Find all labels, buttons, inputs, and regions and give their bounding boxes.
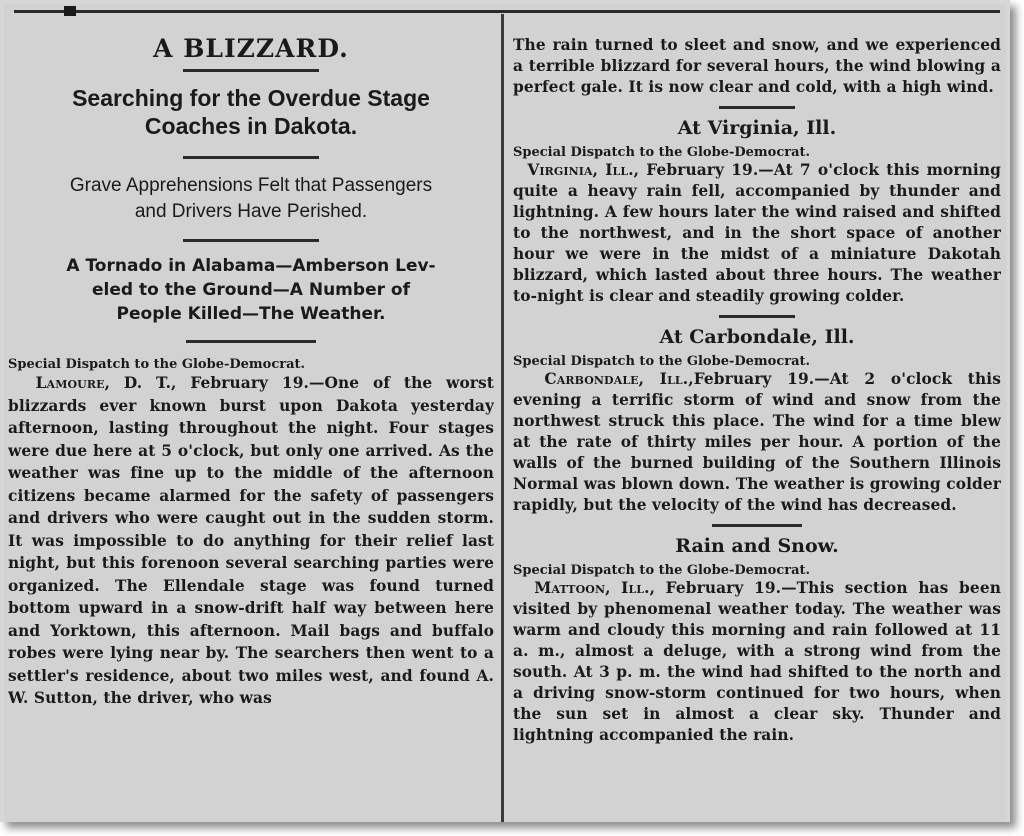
deck-3-line: People Killed—The Weather.: [116, 304, 386, 324]
dispatch-credit: Special Dispatch to the Globe-Democrat.: [513, 145, 811, 160]
section-carbondale: [513, 326, 1001, 516]
section-body: [513, 578, 1001, 746]
section-heading: At Carbondale, Ill.: [659, 326, 855, 348]
deck-2-line: and Drivers Have Perished.: [134, 201, 368, 222]
story-body: [8, 372, 494, 710]
story-text: February 19.—At 7 o'clock this morning quite a heavy rain fell, accompanied by thunder and lightning. A few hours later the wind raised and shifted to the northwest, and in the short space of another hour we were in the midst of a miniature Dakotah blizzard, which lasted about three hours. The weather to-night is clear and steadily growing colder.: [513, 161, 1001, 305]
deck-rule: [186, 340, 316, 343]
article-title: A BLIZZARD.: [153, 34, 349, 63]
dispatch-credit: Special Dispatch to the Globe-Democrat.: [513, 354, 811, 369]
deck-3: [8, 254, 494, 326]
story-place: Virginia, Ill.,: [527, 161, 640, 179]
deck-1-line: Searching for the Overdue Stage: [72, 85, 430, 111]
newsprint-page: [4, 4, 1006, 822]
section-heading: At Virginia, Ill.: [677, 117, 837, 139]
section-rule: [719, 315, 795, 318]
top-rule: [14, 10, 1000, 13]
deck-3-line: eled to the Ground—A Number of: [92, 280, 410, 300]
column-divider: [501, 14, 504, 822]
continuation-text: The rain turned to sleet and snow, and we experienced a terrible blizzard for several hours, the wind blowing a perfect gale. It is now clear and cold, with a high wind.: [513, 36, 1001, 96]
deck-1-line: Coaches in Dakota.: [144, 113, 358, 139]
section-heading: Rain and Snow.: [675, 535, 839, 557]
title-rule: [183, 69, 319, 72]
section-rule: [712, 524, 802, 527]
deck-2-line: Grave Apprehensions Felt that Passengers: [69, 175, 433, 196]
story-place: Mattoon, Ill.,: [534, 579, 656, 597]
section-body: [513, 160, 1001, 307]
deck-1: [8, 84, 494, 140]
deck-2: [8, 173, 494, 225]
section-virginia: [513, 117, 1001, 307]
story-text: February 19.—At 2 o'clock this evening a terrific storm of wind and snow from the northwest struck this place. The wind for a time blew at the rate of thirty miles per hour. A portion of the walls of the burned building of the Southern Illinois Normal was blown down. The weather is growing colder rapidly, but the velocity of the wind has decreased.: [513, 370, 1001, 514]
deck-3-line: A Tornado in Alabama—Amberson Lev-: [66, 256, 436, 276]
top-rule-mark: [64, 6, 76, 16]
story-text: February 19.—This section has been visited by phenomenal weather today. The weather was warm and cloudy this morning and rain followed at 11 a. m., almost a deluge, with a strong wind from the south. At 3 p. m. the wind had shifted to the north and a driving snow-storm continued for two hours, when the sun set in almost a clear sky. Thunder and lightning accompanied the rain.: [513, 579, 1001, 744]
left-column: [8, 26, 494, 710]
section-body: [513, 369, 1001, 516]
section-rain-and-snow: [513, 535, 1001, 746]
section-rule: [719, 106, 795, 109]
deck-rule: [183, 239, 319, 242]
deck-rule: [183, 156, 319, 159]
story-place: Lamoure, D. T.,: [35, 374, 177, 392]
story-text: February 19.—One of the worst blizzards ever known burst upon Dakota yesterday afternoon, lasting throughout the night. Four stages were due here at 5 o'clock, but only one arrived. As the weather was fine up to the middle of the afternoon citizens became alarmed for the safety of passengers and drivers who were caught out in the sudden storm. It was impossible to do anything for their relief last night, but this forenoon several searching parties were organized. The Ellendale stage was found turned bottom upward in a snow-drift half way between here and Yorktown, this afternoon. Mail bags and buffalo robes were lying near by. The searchers then went to a settler's residence, about two miles west, and found A. W. Sutton, the driver, who was: [8, 374, 494, 707]
story-place: Carbondale, Ill.,: [544, 370, 694, 388]
dispatch-credit: Special Dispatch to the Globe-Democrat.: [8, 357, 306, 372]
dispatch-credit: Special Dispatch to the Globe-Democrat.: [513, 563, 811, 578]
right-column: [513, 35, 1001, 746]
